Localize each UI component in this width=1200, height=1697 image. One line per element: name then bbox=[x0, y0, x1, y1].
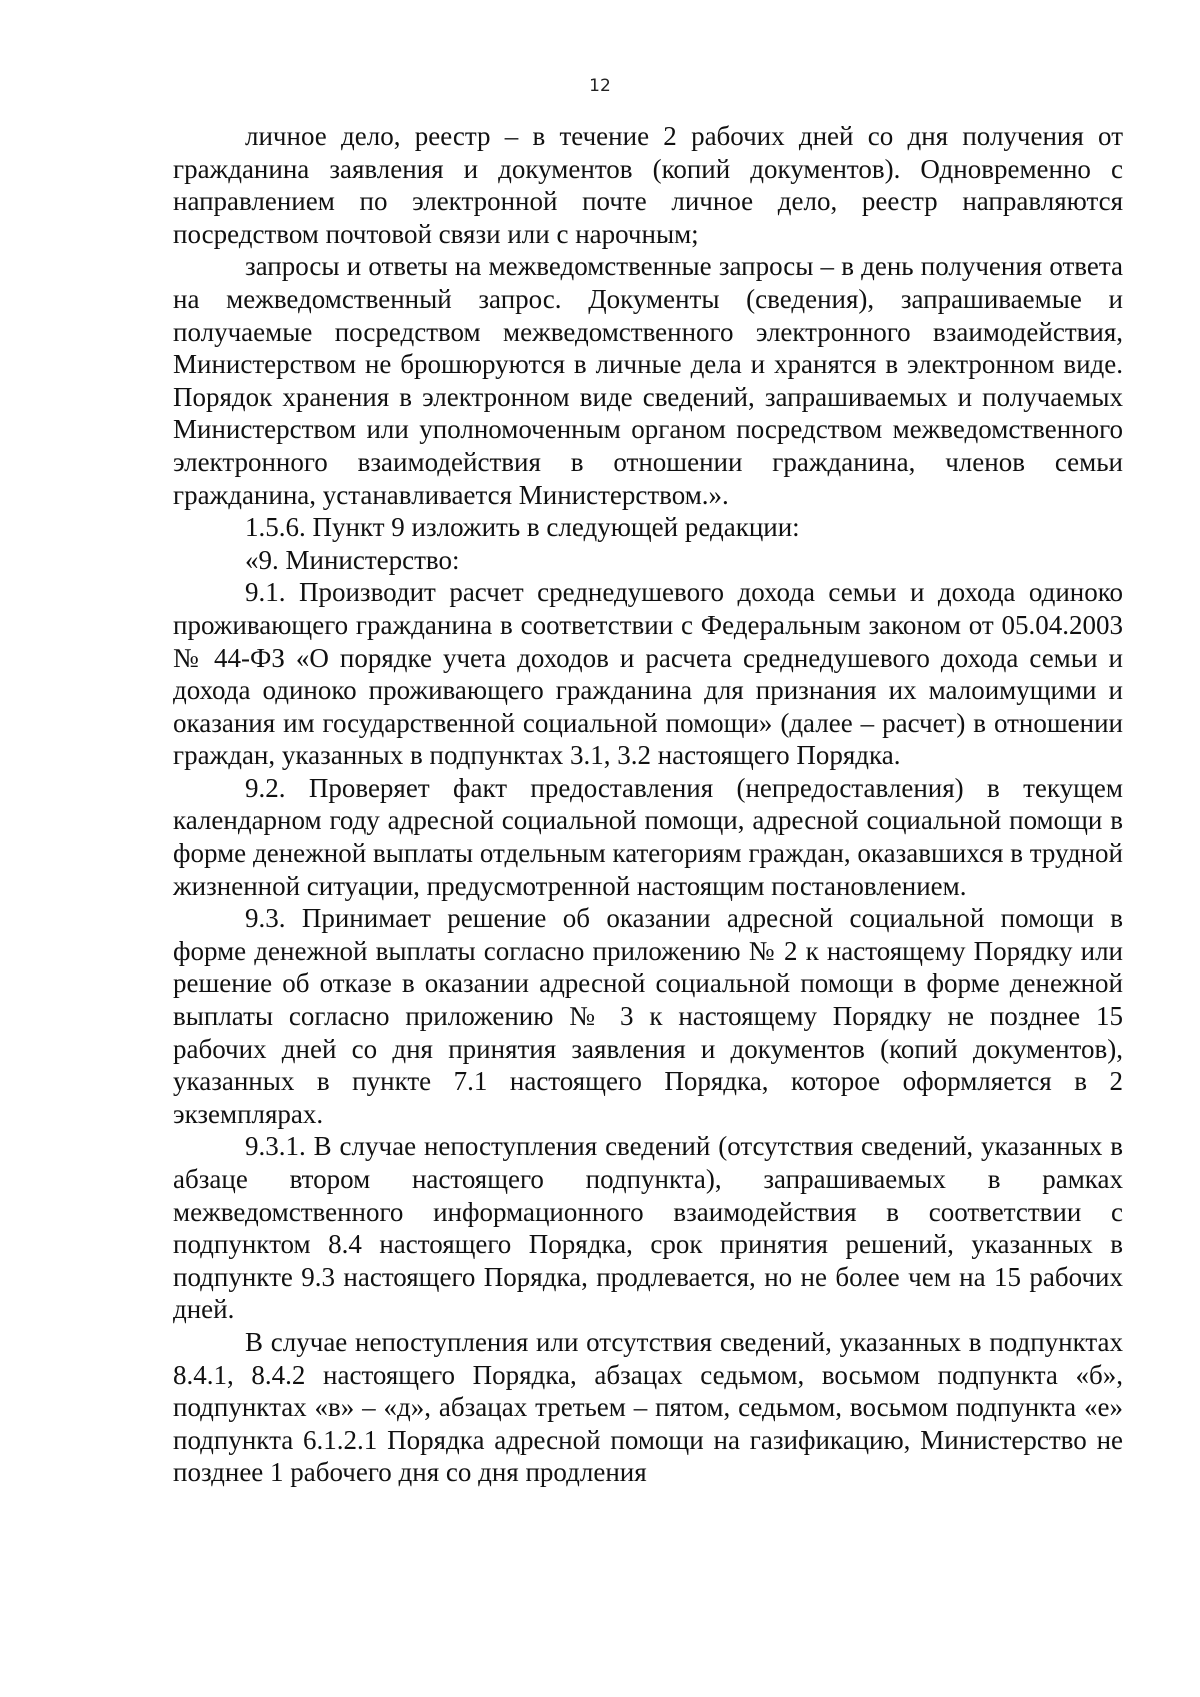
paragraph-missing-data: В случае непоступления или отсутствия сведений, указанных в подпунктах 8.4.1, 8.4.2 настоящего Порядка, абзацах седьмом, восьмом подпункта «б», подпунктах «в» – «д», абзацах третьем – пятом, седьмом, восьмом подпункта «е» подпункта 6.1.2.1 Порядка адресной помощи на газификацию, Министерство не позднее 1 рабочего дня со дня продления bbox=[173, 1326, 1123, 1488]
paragraph-item-9-heading: «9. Министерство: bbox=[245, 544, 460, 575]
paragraph-personal-file: личное дело, реестр – в течение 2 рабочих дней со дня получения от гражданина заявления и документов (копий документов). Одновременно с направлением по электронной почте личное дело, реестр направляются посредством почтовой связи или с нарочным; bbox=[173, 121, 1123, 249]
paragraph-item-1-5-6: 1.5.6. Пункт 9 изложить в следующей редакции: bbox=[245, 512, 800, 543]
paragraph-item-9-3: 9.3. Принимает решение об оказании адресной социальной помощи в форме денежной выплаты согласно приложению № 2 к настоящему Порядку или решение об отказе в оказании адресной социальной помощи в форме денежной выплаты согласно приложению № 3 к настоящему Порядку не позднее 15 рабочих дней со дня принятия заявления и документов (копий документов), указанных в пункте 7.1 настоящего Порядка, которое оформляется в 2 экземплярах. bbox=[173, 903, 1123, 1129]
paragraph-item-9-2: 9.2. Проверяет факт предоставления (непредоставления) в текущем календарном году адресной социальной помощи, адресной социальной помощи в форме денежной выплаты отдельным категориям граждан, оказавшихся в трудной жизненной ситуации, предусмотренной настоящим постановлением. bbox=[173, 772, 1123, 901]
paragraph-item-9-3-1: 9.3.1. В случае непоступления сведений (отсутствия сведений, указанных в абзаце втором настоящего подпункта), запрашиваемых в рамках межведомственного информационного взаимодействия в соответствии с подпунктом 8.4 настоящего Порядка, срок принятия решений, указанных в подпункте 9.3 настоящего Порядка, продлевается, но не более чем на 15 рабочих дней. bbox=[173, 1131, 1123, 1325]
paragraph-item-9-1: 9.1. Производит расчет среднедушевого дохода семьи и дохода одиноко проживающего гражданина в соответствии с Федеральным законом от 05.04.2003 № 44-ФЗ «О порядке учета доходов и расчета среднедушевого дохода семьи и дохода одиноко проживающего гражданина для признания их малоимущими и оказания им государственной социальной помощи» (далее – расчет) в отношении граждан, указанных в подпунктах 3.1, 3.2 настоящего Порядка. bbox=[173, 577, 1123, 771]
page-number: 12 bbox=[589, 76, 611, 96]
paragraph-interagency-requests: запросы и ответы на межведомственные запросы – в день получения ответа на межведомственный запрос. Документы (сведения), запрашиваемые и получаемые посредством межведомственного электронного взаимодействия, Министерством не брошюруются в личные дела и хранятся в электронном виде. Порядок хранения в электронном виде сведений, запрашиваемых и получаемых Министерством или уполномоченным органом посредством межведомственного электронного взаимодействия в отношении гражданина, членов семьи гражданина, устанавливается Министерством.». bbox=[173, 251, 1123, 510]
document-body bbox=[173, 120, 1123, 1489]
